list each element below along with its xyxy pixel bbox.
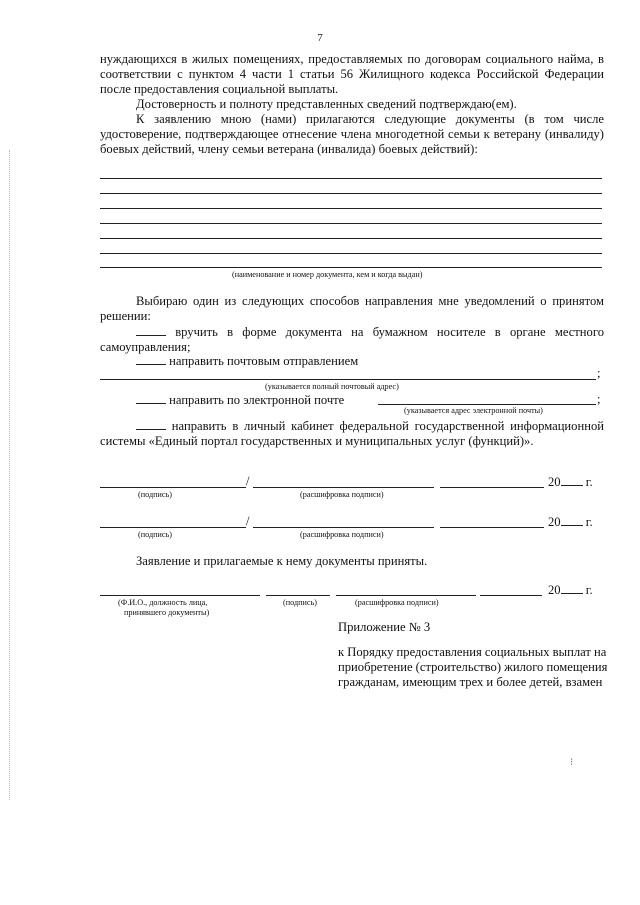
decode-caption-1: (расшифровка подписи) bbox=[300, 490, 384, 499]
year-field-3[interactable] bbox=[561, 582, 583, 594]
signature-caption-2: (подпись) bbox=[138, 530, 172, 539]
paragraph-housing: нуждающихся в жилых помещениях, предоставляемых по договорам социального найма, в соответствии с пунктом 4 части 1 статьи 56 Жилищного кодекса Российской Федерации после предоставления социальной выплаты. bbox=[100, 52, 604, 96]
signature-decode-field-2[interactable] bbox=[253, 527, 434, 528]
email-address-caption: (указывается адрес электронной почты) bbox=[404, 406, 543, 415]
option-postal bbox=[136, 353, 358, 369]
scan-artifact: ⁝ bbox=[570, 757, 574, 768]
option-email-mark[interactable] bbox=[136, 392, 166, 404]
official-decode-field[interactable] bbox=[336, 595, 476, 596]
appendix-title: Приложение № 3 bbox=[338, 620, 431, 634]
document-caption: (наименование и номер документа, кем и когда выдан) bbox=[232, 270, 423, 279]
postal-address-field[interactable] bbox=[100, 379, 596, 380]
paragraph-confirmation: Достоверность и полноту представленных сведений подтверждаю(ем). bbox=[136, 97, 517, 111]
option-email bbox=[136, 392, 344, 408]
accepted-text: Заявление и прилагаемые к нему документы приняты. bbox=[136, 554, 428, 568]
option-paper-delivery bbox=[100, 324, 604, 355]
option-paper-label: вручить в форме документа на бумажном носителе в органе местного самоуправления; bbox=[100, 325, 604, 354]
document-line[interactable] bbox=[100, 178, 602, 179]
document-line[interactable] bbox=[100, 193, 602, 194]
document-line[interactable] bbox=[100, 223, 602, 224]
option-email-label: направить по электронной почте bbox=[169, 393, 345, 407]
year-prefix: 20 bbox=[548, 515, 561, 529]
official-decode-caption: (расшифровка подписи) bbox=[355, 598, 439, 607]
document-line[interactable] bbox=[100, 238, 602, 239]
official-signature-caption: (подпись) bbox=[283, 598, 317, 607]
decode-caption-2: (расшифровка подписи) bbox=[300, 530, 384, 539]
option-postal-label: направить почтовым отправлением bbox=[169, 354, 359, 368]
email-address-field[interactable] bbox=[378, 404, 596, 405]
official-caption-line2: принявшего документы) bbox=[124, 608, 210, 617]
year-3 bbox=[548, 582, 593, 598]
email-semicolon: ; bbox=[597, 392, 601, 406]
official-name-field[interactable] bbox=[100, 595, 260, 596]
postal-address-caption: (указывается полный почтовый адрес) bbox=[265, 382, 399, 391]
signature-field-2[interactable] bbox=[100, 527, 246, 528]
document-line[interactable] bbox=[100, 267, 602, 268]
option-portal bbox=[100, 418, 604, 449]
page-number: 7 bbox=[317, 32, 323, 44]
signature-slash-2: / bbox=[246, 514, 250, 528]
option-postal-mark[interactable] bbox=[136, 353, 166, 365]
official-signature-field[interactable] bbox=[266, 595, 330, 596]
scan-margin-dots bbox=[9, 150, 11, 800]
official-caption-line1: (Ф.И.О., должность лица, bbox=[118, 598, 208, 607]
document-line[interactable] bbox=[100, 208, 602, 209]
signature-caption-1: (подпись) bbox=[138, 490, 172, 499]
option-paper-mark[interactable] bbox=[136, 324, 166, 336]
year-prefix: 20 bbox=[548, 475, 561, 489]
year-field-1[interactable] bbox=[561, 474, 583, 486]
year-suffix: г. bbox=[585, 515, 593, 529]
postal-semicolon: ; bbox=[597, 366, 601, 380]
paragraph-attached-documents: К заявлению мною (нами) прилагаются следующие документы (в том числе удостоверение, подтверждающее отнесение члена многодетной семьи к ветерану (инвалиду) боевых действий, члену семьи ветерана (инвалида) боевых действий): bbox=[100, 112, 604, 156]
signature-slash-1: / bbox=[246, 474, 250, 488]
signature-field-1[interactable] bbox=[100, 487, 246, 488]
option-portal-label: направить в личный кабинет федеральной государственной информационной системы «Единый портал государственных и муниципальных услуг (функций)». bbox=[100, 419, 604, 448]
year-field-2[interactable] bbox=[561, 514, 583, 526]
signature-decode-field-1[interactable] bbox=[253, 487, 434, 488]
year-suffix: г. bbox=[585, 583, 593, 597]
year-suffix: г. bbox=[585, 475, 593, 489]
official-date-field[interactable] bbox=[480, 595, 542, 596]
year-1 bbox=[548, 474, 593, 490]
year-2 bbox=[548, 514, 593, 530]
notification-choice-text: Выбираю один из следующих способов направления мне уведомлений о принятом решении: bbox=[100, 294, 604, 323]
date-field-2[interactable] bbox=[440, 527, 544, 528]
appendix-description: к Порядку предоставления социальных выплат на приобретение (строительство) жилого помещения гражданам, имеющим трех и более детей, взамен bbox=[338, 645, 608, 689]
year-prefix: 20 bbox=[548, 583, 561, 597]
document-line[interactable] bbox=[100, 253, 602, 254]
option-portal-mark[interactable] bbox=[136, 418, 166, 430]
date-field-1[interactable] bbox=[440, 487, 544, 488]
